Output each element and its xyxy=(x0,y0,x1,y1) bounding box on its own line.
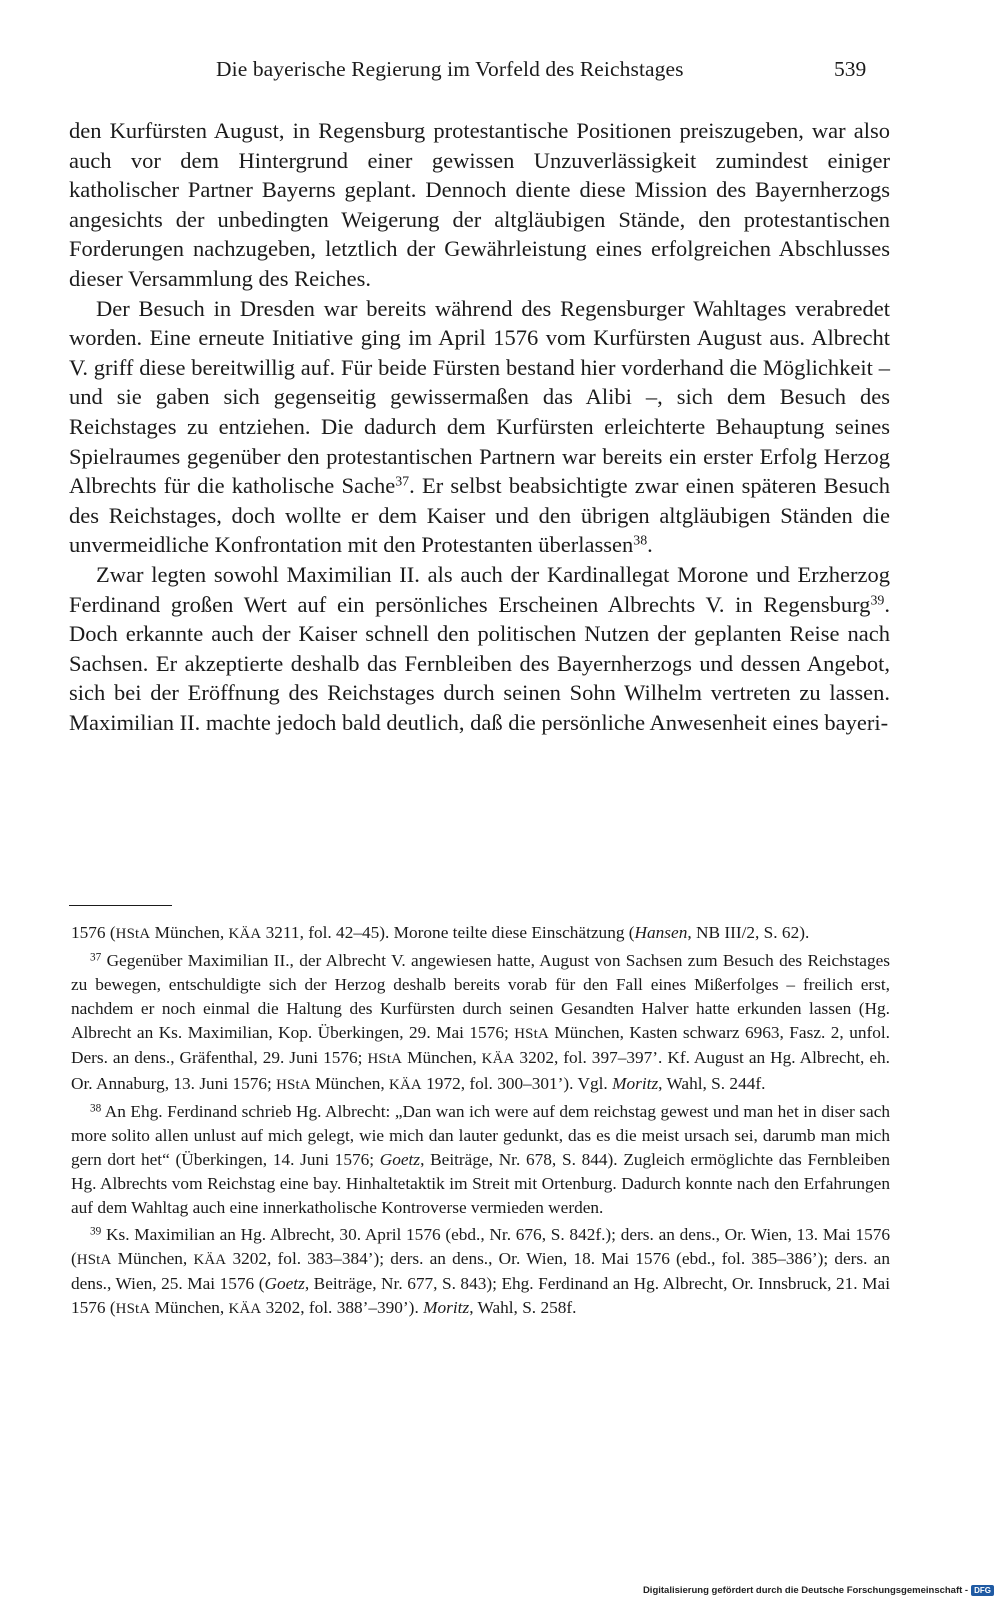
text: München, xyxy=(310,1073,390,1093)
archive-abbrev: HStA xyxy=(76,1252,112,1269)
text: München, Kasten schwarz 6963, Fasz. 2, unfol. Ders. an dens., Gräfenthal, 29. Juni 1576; xyxy=(71,1023,891,1068)
footnote-ref-39[interactable]: 39 xyxy=(870,592,885,608)
archive-abbrev: KÄA xyxy=(389,1076,422,1093)
author-name: Hansen xyxy=(634,923,688,942)
text: , Beiträge, Nr. 677, S. 843); Ehg. Ferdinand an Hg. Albrecht, Or. Innsbruck, 21. Mai 1576 ( xyxy=(71,1274,890,1318)
paragraph-2 xyxy=(69,294,890,560)
dfg-logo-icon: DFG xyxy=(971,1585,994,1596)
text: Gegenüber Maximilian II., der Albrecht V. angewiesen hatte, August von Sachsen zum Besuch des Reichstages zu bewegen, entschuldigte sich der Herzog deshalb bereits vorab für den Fall eines Mißerfolges – freilich erst, nachdem er noch einmal die Haltung des Kurfürsten durch seinen Gesandten Halver hatte erkunden lassen (Hg. Albrecht an Ks. Maximilian, Kop. Überkingen, 29. Mai 1576; xyxy=(71,951,890,1043)
paragraph-3-text-b: . Doch erkannte auch der Kaiser schnell den politischen Nutzen der geplanten Reise nach Sachsen. Er akzeptierte deshalb das Fernbleiben des Bayernherzogs und dessen Angebot, sich bei der Eröffnung des Reichstages durch seinen Sohn Wilhelm vertreten zu lassen. Maximilian II. machte jedoch bald deutlich, daß die persönliche Anwesenheit eines bayeri- xyxy=(69,591,890,735)
text: , Wahl, S. 258f. xyxy=(469,1298,577,1318)
footnote-38 xyxy=(71,1100,890,1220)
footnote-39 xyxy=(71,1223,890,1321)
page-number: 539 xyxy=(834,57,867,81)
text: München, xyxy=(150,1298,229,1318)
text: 3202, fol. 397–397’. Kf. August an Hg. Albrecht, eh. Or. Annaburg, 13. Juni 1576; xyxy=(71,1048,890,1093)
text: 1576 ( xyxy=(71,923,116,942)
text: , Beiträge, Nr. 678, S. 844). Zugleich ermöglichte das Fernbleiben Hg. Albrechts vom Reichstag eine bay. Hinhaltetaktik im Streit mit Ortenburg. Dadurch konnte nach den Erfahrungen auf dem Wahltag auch eine innerkatholische Kontroverse vermieden werden. xyxy=(71,1149,890,1218)
text: Ks. Maximilian an Hg. Albrecht, 30. April 1576 (ebd., Nr. 676, S. 842f.); ders. an dens., Or. Wien, 13. Mai 1576 ( xyxy=(71,1225,890,1269)
footnote-number: 39 xyxy=(90,1225,102,1238)
text: München, xyxy=(111,1249,194,1269)
author-name: Moritz xyxy=(612,1073,659,1093)
archive-abbrev: HStA xyxy=(115,1301,151,1318)
paragraph-2-text-b: . Er selbst beabsichtigte zwar einen späteren Besuch des Reichstages, doch wollte er dem Kaiser und den übrigen altgläubigen Ständen die unvermeidliche Konfrontation mit den Protestanten überlassen xyxy=(69,473,890,558)
footnote-continuation xyxy=(71,921,890,946)
archive-abbrev: KÄA xyxy=(481,1051,515,1068)
footnotes xyxy=(71,921,890,1322)
archive-abbrev: KÄA xyxy=(193,1252,227,1269)
digitization-credit xyxy=(643,1585,994,1596)
text: München, xyxy=(150,923,229,942)
archive-abbrev: KÄA xyxy=(228,1301,262,1318)
paragraph-1: den Kurfürsten August, in Regensburg protestantische Positionen preiszugeben, war also auch vor dem Hintergrund einer gewissen Unzuverlässigkeit zumindest einiger katholischer Partner Bayerns geplant. Dennoch diente diese Mission des Bayernherzogs angesichts der unbedingten Weigerung der altgläubigen Stände, den protestantischen Forderungen nachzugeben, letztlich der Gewährleistung eines erfolgreichen Abschlusses dieser Versammlung des Reiches. xyxy=(69,118,890,291)
main-text xyxy=(69,116,890,737)
text: 1972, fol. 300–301’). Vgl. xyxy=(421,1073,613,1093)
footnote-ref-38[interactable]: 38 xyxy=(633,533,648,549)
credit-text: Digitalisierung gefördert durch die Deutsche Forschungsgemeinschaft - xyxy=(642,1585,969,1596)
paragraph-2-text-a: Der Besuch in Dresden war bereits während des Regensburger Wahltages verabredet worden. Eine erneute Initiative ging im April 1576 vom Kurfürsten August aus. Albrecht V. griff diese bereitwillig auf. Für beide Fürsten bestand hier vorderhand die Möglichkeit – und sie gaben sich gegenseitig gewissermaßen das Alibi –, sich dem Besuch des Reichstages zu entziehen. Die dadurch dem Kurfürsten erleichterte Behauptung seines Spielraumes gegenüber den protestantischen Partnern war bereits ein erster Erfolg Herzog Albrechts für die katholische Sache xyxy=(69,295,890,499)
archive-abbrev: HStA xyxy=(115,926,151,942)
footnote-number: 37 xyxy=(90,951,102,964)
text: An Ehg. Ferdinand schrieb Hg. Albrecht: „Dan wan ich were auf dem reichstag gewest und man het in diser sach more solito allen unlust auf mich gelegt, wie mich dan lauter gedunkt, das es die meist ursach sei, darumb man mich gern dort het“ (Überkingen, 14. Juni 1576; xyxy=(71,1101,891,1169)
archive-abbrev: HStA xyxy=(367,1051,403,1068)
author-name: Goetz xyxy=(264,1274,305,1294)
running-title: Die bayerische Regierung im Vorfeld des Reichstages xyxy=(216,57,684,81)
text: 3202, fol. 388’–390’). xyxy=(261,1298,424,1318)
paragraph-3 xyxy=(69,560,890,738)
archive-abbrev: HStA xyxy=(276,1076,311,1093)
archive-abbrev: HStA xyxy=(514,1026,549,1043)
footnote-number: 38 xyxy=(90,1102,102,1115)
paragraph-2-text-c: . xyxy=(647,532,653,558)
footnote-37 xyxy=(71,949,890,1097)
text: München, xyxy=(402,1048,482,1068)
author-name: Moritz xyxy=(423,1298,470,1318)
text: , NB III/2, S. 62). xyxy=(687,923,810,942)
archive-abbrev: KÄA xyxy=(228,926,262,942)
paragraph-3-text-a: Zwar legten sowohl Maximilian II. als auch der Kardinallegat Morone und Erzherzog Ferdinand großen Wert auf ein persönliches Erscheinen Albrechts V. in Regensburg xyxy=(69,561,890,617)
footnote-separator xyxy=(69,905,172,906)
text: 3211, fol. 42–45). Morone teilte diese Einschätzung ( xyxy=(261,923,635,942)
footnote-ref-37[interactable]: 37 xyxy=(395,474,410,490)
text: 3202, fol. 383–384’); ders. an dens., Or. Wien, 18. Mai 1576 (ebd., fol. 385–386’); ders. an dens., Wien, 25. Mai 1576 ( xyxy=(71,1249,890,1294)
author-name: Goetz xyxy=(379,1149,421,1169)
text: , Wahl, S. 244f. xyxy=(658,1073,766,1093)
